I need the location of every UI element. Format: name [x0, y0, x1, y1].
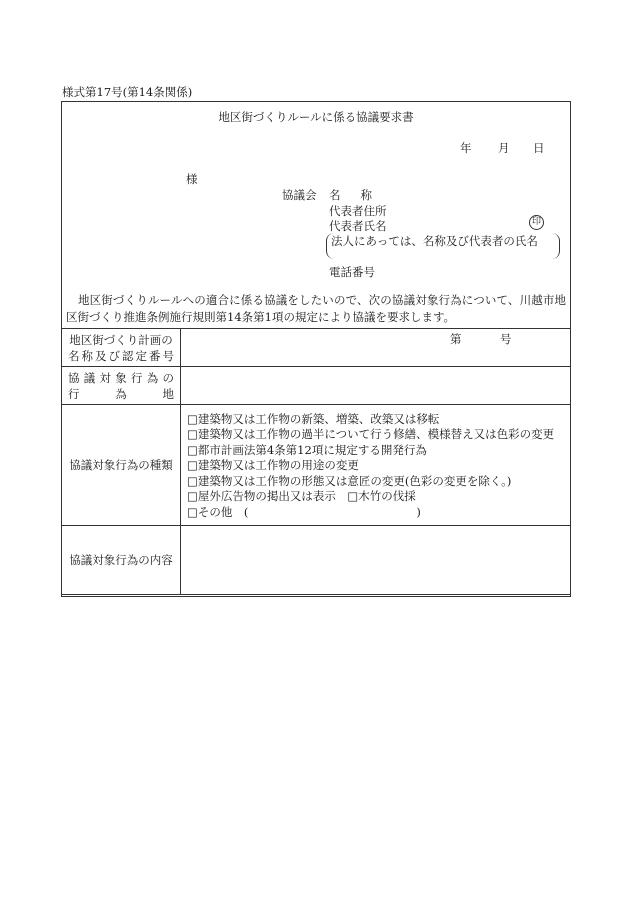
table-row: [62, 405, 571, 526]
checkbox-use-change[interactable]: □建築物又は工作物の用途の変更: [187, 458, 359, 473]
date-day-label: 日: [533, 141, 545, 155]
action-site-input-cell[interactable]: [181, 367, 571, 405]
document-title: 地区街づくりルールに係る協議要求書: [218, 110, 414, 124]
action-site-label-line1: 協議対象行為の: [68, 370, 174, 385]
number-suffix: 号: [500, 332, 512, 346]
checkbox-row-ads-trees: [187, 489, 570, 505]
plan-name-label-line2: 名称及び認定番号: [68, 348, 174, 363]
form-frame: [61, 101, 571, 597]
rep-name-label: 代表者氏名: [329, 219, 387, 233]
table-row: [62, 526, 571, 595]
action-content-input-cell[interactable]: [181, 526, 571, 595]
number-prefix: 第: [450, 332, 462, 346]
action-site-label-cell: [62, 367, 181, 405]
other-paren-open: (: [243, 504, 249, 519]
form-label: 様式第17号(第14条関係): [62, 85, 193, 99]
phone-label: 電話番号: [329, 265, 375, 279]
table-row: [62, 367, 571, 405]
plan-name-input-cell[interactable]: [181, 329, 571, 367]
rep-address-label: 代表者住所: [329, 204, 387, 218]
date-month-label: 月: [498, 141, 510, 155]
action-site-label-line2: 行為地: [68, 386, 174, 401]
seal-mark: 印: [529, 215, 544, 230]
checkbox-other[interactable]: □その他: [187, 504, 233, 519]
action-type-options-cell: [181, 405, 571, 526]
checkbox-design-change[interactable]: □建築物又は工作物の形態又は意匠の変更(色彩の変更を除く。): [187, 473, 512, 488]
checkbox-row-other: [187, 505, 570, 521]
name-label-part1: 名: [329, 188, 341, 202]
action-content-label-cell: 協議対象行為の内容: [62, 526, 181, 595]
checkbox-outdoor-ads[interactable]: □屋外広告物の掲出又は表示: [187, 489, 336, 504]
corporate-note: 法人にあっては、名称及び代表者の氏名: [331, 234, 538, 248]
request-statement: 地区街づくりルールへの適合に係る協議をしたいので、次の協議対象行為について、川越市地区街づくり推進条例施行規則第14条第1項の規定により協議を要求します。: [66, 293, 566, 324]
plan-name-label-line1: 地区街づくり計画の: [69, 332, 173, 347]
plan-name-label-cell: [62, 329, 181, 367]
name-label: [329, 187, 372, 203]
action-type-label-cell: 協議対象行為の種類: [62, 405, 181, 526]
consultation-table: [61, 328, 571, 595]
other-paren-close: ): [416, 504, 421, 519]
council-label: 協議会: [282, 188, 317, 202]
checkbox-tree-felling[interactable]: □木竹の伐採: [347, 489, 416, 504]
checkbox-development[interactable]: □都市計画法第4条第12項に規定する開発行為: [187, 442, 427, 457]
addressee-suffix: 様: [186, 172, 198, 186]
checkbox-major-repair[interactable]: □建築物又は工作物の過半について行う修繕、模様替え又は色彩の変更: [187, 427, 555, 442]
table-row: [62, 329, 571, 367]
checkbox-new-construction[interactable]: □建築物又は工作物の新築、増築、改築又は移転: [187, 411, 440, 426]
name-label-part2: 称: [360, 188, 372, 202]
date-year-label: 年: [460, 141, 472, 155]
